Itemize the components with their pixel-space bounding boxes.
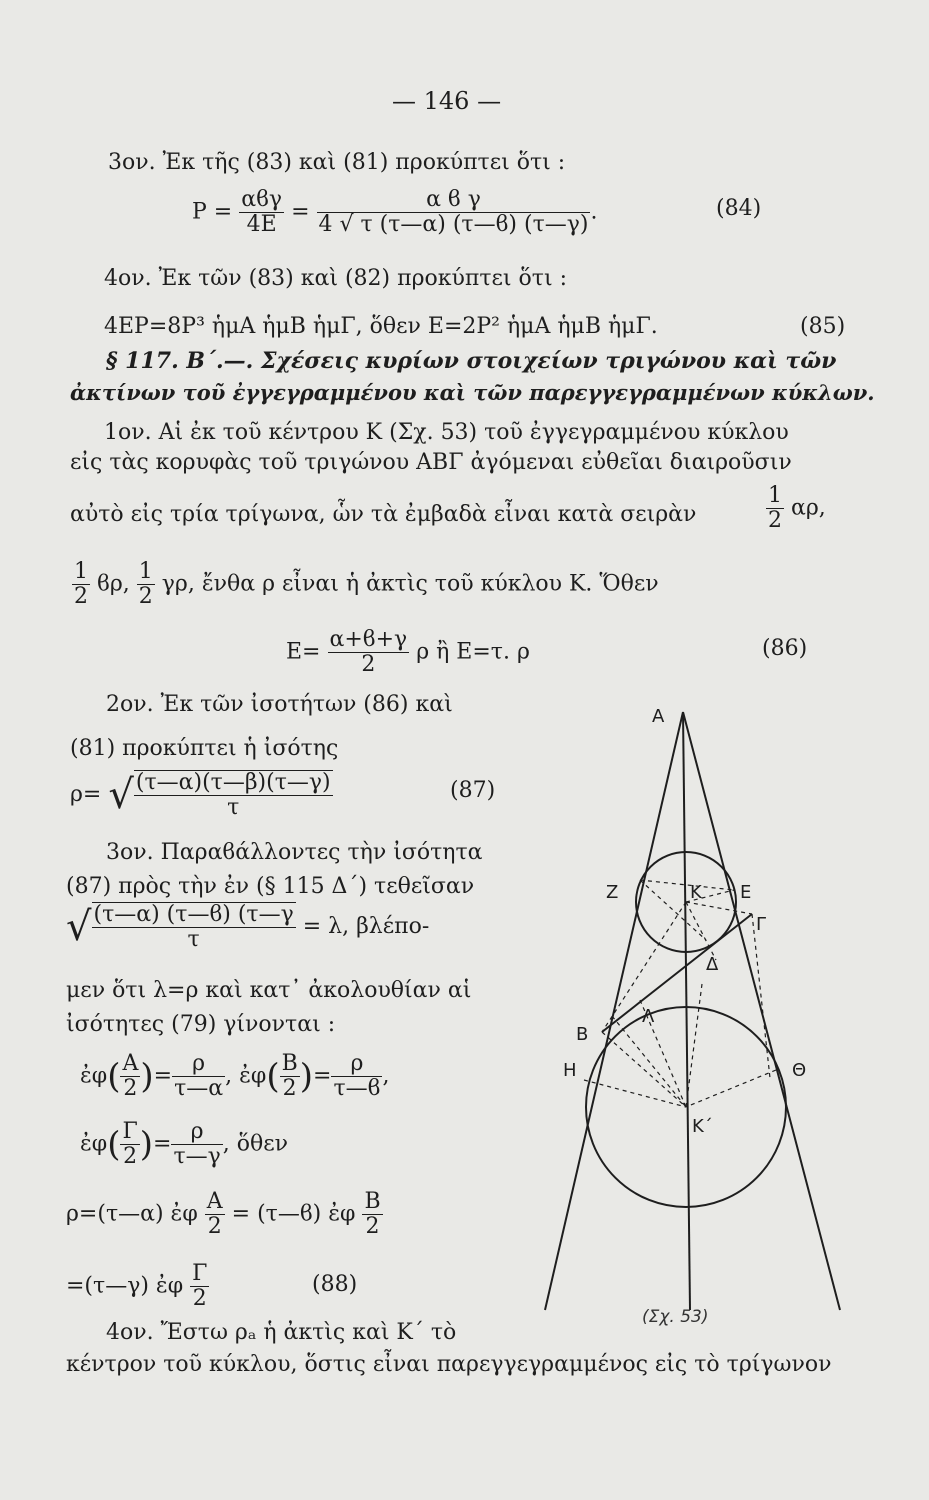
- label-Z: Z: [606, 882, 619, 903]
- para-3-line5: ἰσότητες (79) γίνονται :: [66, 1012, 336, 1037]
- eq-number-84: (84): [716, 196, 762, 221]
- label-A: A: [652, 706, 665, 727]
- para-3-line1: 3ον. Παραϐάλλοντες τὴν ἰσότητα: [106, 840, 483, 865]
- section-4-lead: 4ον. Ἐκ τῶν (83) καὶ (82) προκύπτει ὅτι :: [104, 266, 567, 291]
- page-number: — 146 —: [392, 87, 502, 115]
- equals: =: [291, 199, 310, 225]
- para-4-line1: 4ον. Ἔστω ρₐ ἡ ἀκτὶς καὶ K΄ τὸ: [106, 1320, 457, 1345]
- formula-p: P =: [192, 199, 233, 225]
- formula-86: E= $\frac{\alpha+ϐ+\gamma}{2}$ ρ ἢ E=τ. ρ: [286, 627, 530, 677]
- label-K: K: [690, 882, 702, 903]
- label-E: E: [740, 882, 752, 903]
- formula-tanA-tanB: ἐφ( $\frac{A}{2}$ )= $\frac{\rho}{\tau—\alpha}$ , ἐφ( $\frac{B}{2}$ )= $\frac{\rho}{\tau—ϐ}$ ,: [80, 1051, 390, 1101]
- half-fraction-gr: $\frac{1}{2}$: [138, 559, 153, 609]
- label-D: Δ: [706, 954, 719, 975]
- label-H: H: [563, 1060, 577, 1081]
- eq-number-85: (85): [800, 314, 846, 339]
- label-G: Γ: [756, 914, 767, 935]
- tangent-BG: [602, 914, 752, 1032]
- side-AB: [545, 712, 683, 1310]
- eq-number-86: (86): [762, 636, 808, 661]
- formula-lambda: √ $\frac{(\tau—\alpha) (\tau—ϐ) (\tau—\gamma}{\tau}$ = λ, βλέπο-: [66, 902, 430, 952]
- formula-rho-tan-2: =(τ—γ) ἐφ $\frac{\Gamma}{2}$: [66, 1261, 208, 1311]
- half-fraction-br: $\frac{1}{2}$: [74, 559, 88, 609]
- section-117-heading: § 117. B΄.—. Σχέσεις κυρίων στοιχείων τριγώνου καὶ τῶν: [106, 348, 837, 374]
- figure-53: [540, 690, 900, 1330]
- para-4-line2: κέντρον τοῦ κύκλου, ὅστις εἶναι παρεγγεγραμμένος εἰς τὸ τρίγωνον: [66, 1352, 832, 1377]
- para-1-line4: $\frac{1}{2}$ ϐρ, $\frac{1}{2}$ γρ, ἔνθα ρ εἶναι ἡ ἀκτὶς τοῦ κύκλου K. Ὅθεν: [74, 559, 659, 609]
- formula-87: ρ= √ $\frac{(\tau—\alpha)(\tau—\beta)(\tau—\gamma)}{\tau}$: [70, 770, 331, 820]
- label-Kp: K΄: [692, 1116, 713, 1137]
- altitude: [683, 712, 690, 1310]
- section-3-lead: 3ον. Ἐκ τῆς (83) καὶ (81) προκύπτει ὅτι :: [108, 150, 566, 175]
- label-Th: Θ: [792, 1060, 807, 1081]
- formula-tanG: ἐφ( $\frac{\Gamma}{2}$ )= $\frac{\rho}{\tau—\gamma}$ , ὅθεν: [80, 1119, 289, 1169]
- half-fraction-ar: $\frac{1}{2}$ αρ,: [768, 483, 826, 533]
- para-2-line2: (81) προκύπτει ἡ ἰσότης: [70, 736, 339, 761]
- side-AC: [683, 712, 840, 1310]
- section-117-heading-cont: ἀκτίνων τοῦ ἐγγεγραμμένου καὶ τῶν παρεγγεγραμμένων κύκλων.: [70, 380, 875, 405]
- para-3-line4: μεν ὅτι λ=ρ καὶ κατ᾿ ἀκολουθίαν αἱ: [66, 978, 472, 1003]
- eq-number-87: (87): [450, 778, 496, 803]
- formula-84: P = $\frac{\text{αϐγ}}{4E}$ = $\frac{\text{α ϐ γ}}{4 √ \tau (\tau—\alpha) (\tau—ϐ) (\tau—\gamma)}$ .: [192, 187, 598, 237]
- para-1-line1: 1ον. Αἱ ἐκ τοῦ κέντρου K (Σχ. 53) τοῦ ἐγγεγραμμένου κύκλου: [104, 420, 789, 445]
- formula-rho-tan-1: ρ=(τ—α) ἐφ $\frac{A}{2}$ = (τ—ϐ) ἐφ $\frac{B}{2}$: [66, 1189, 381, 1239]
- eq-number-88: (88): [312, 1272, 358, 1297]
- figure-caption: (Σχ. 53): [642, 1307, 709, 1327]
- label-L: Λ: [642, 1006, 655, 1027]
- fraction-semiperimeter: $\frac{\alpha+ϐ+\gamma}{2}$: [329, 627, 408, 677]
- para-2-line1: 2ον. Ἐκ τῶν ἰσοτήτων (86) καὶ: [106, 692, 453, 717]
- para-1-line3: αὐτὸ εἰς τρία τρίγωνα, ὧν τὰ ἐμβαδὰ εἶναι κατὰ σειρὰν: [70, 502, 697, 527]
- formula-85: 4EP=8P³ ἡμA ἡμB ἡμΓ, ὅθεν E=2P² ἡμA ἡμB ἡμΓ.: [104, 314, 658, 339]
- label-B: B: [576, 1024, 589, 1045]
- fraction-abg-sqrt: $\frac{\text{α ϐ γ}}{4 √ \tau (\tau—\alpha) (\tau—ϐ) (\tau—\gamma)}$: [318, 187, 589, 237]
- para-3-line2: (87) πρὸς τὴν ἐν (§ 115 Δ΄) τεθεῖσαν: [66, 874, 475, 899]
- fraction-abg-4E: $\frac{\text{αϐγ}}{4E}$: [241, 187, 283, 237]
- para-1-line2: εἰς τὰς κορυφὰς τοῦ τριγώνου ABΓ ἀγόμεναι εὐθεῖαι διαιροῦσιν: [70, 450, 792, 475]
